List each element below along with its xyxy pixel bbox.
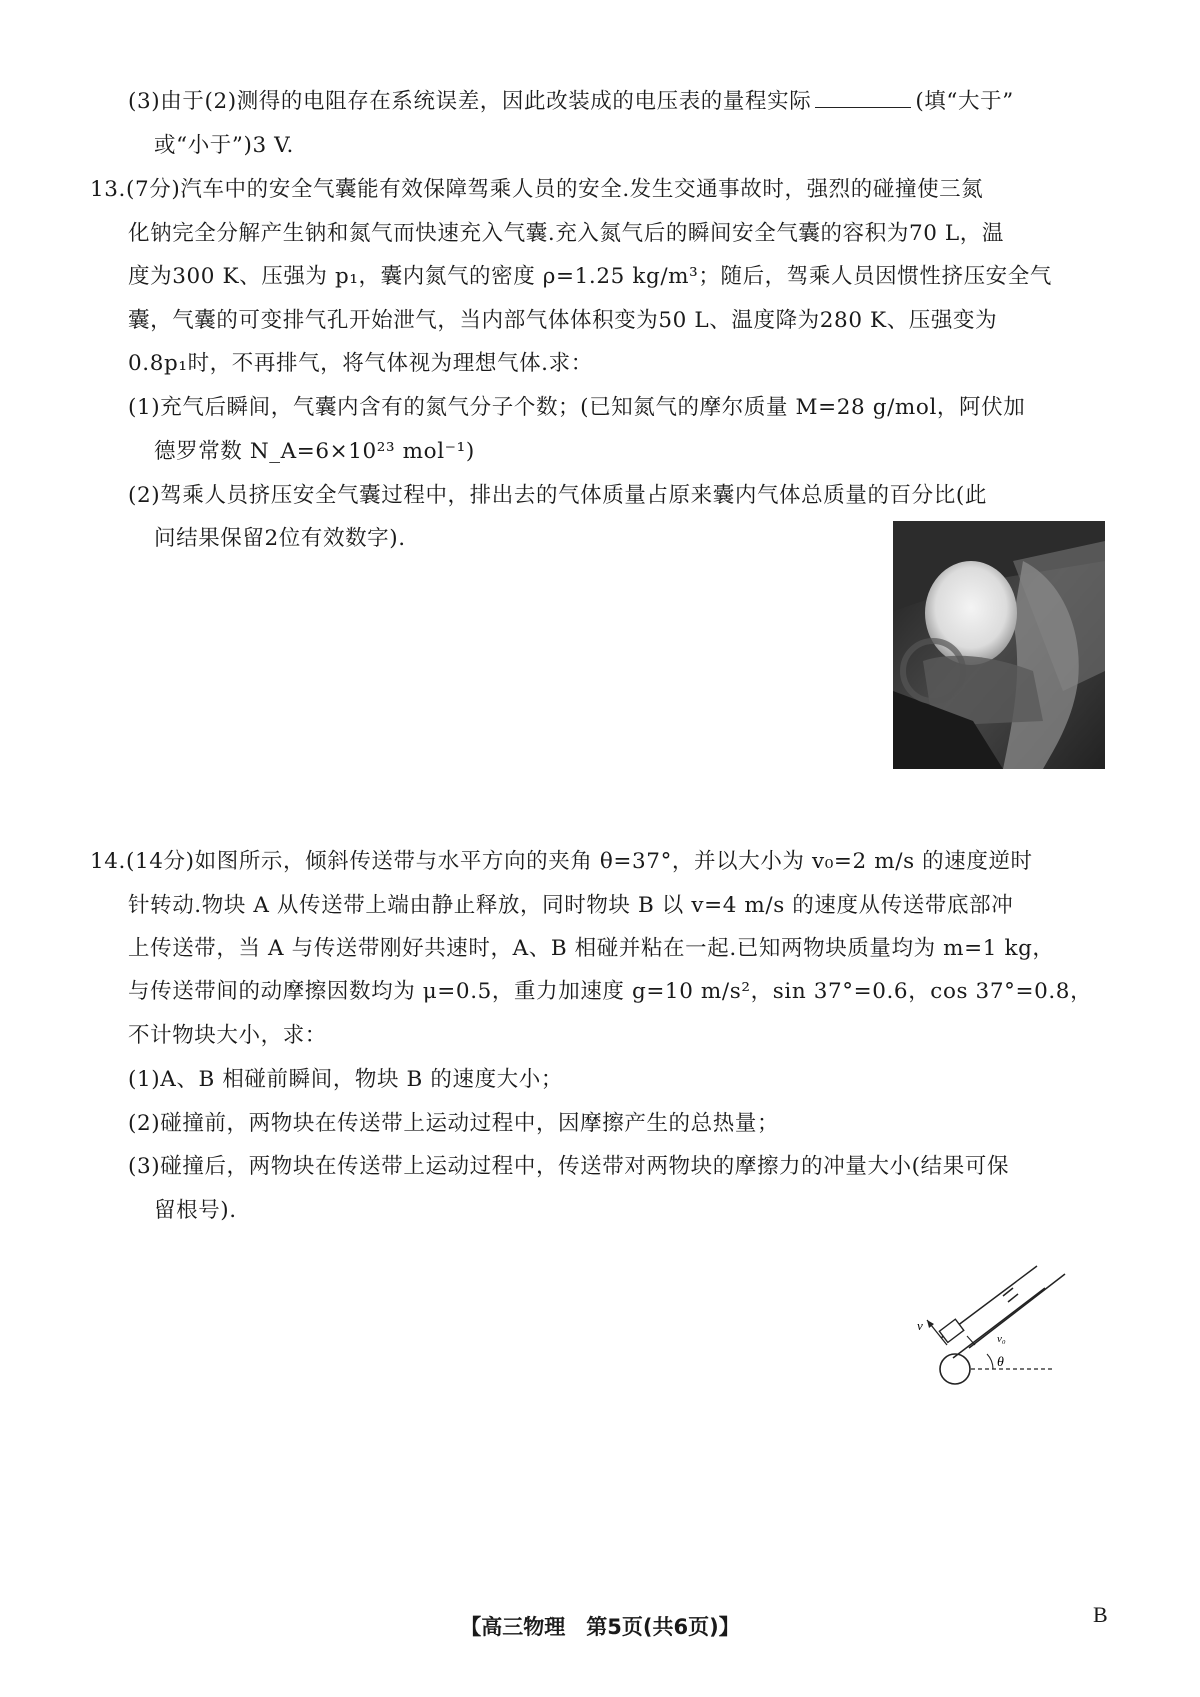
airbag-photo <box>893 521 1105 769</box>
q13-stem-line: 13.(7分)汽车中的安全气囊能有效保障驾乘人员的安全.发生交通事故时，强烈的碰撞使三氮 <box>90 177 984 202</box>
q13-part1-line1: (1)充气后瞬间，气囊内含有的氮气分子个数；(已知氮气的摩尔质量 M=28 g/mol，阿伏加 <box>128 395 1026 420</box>
paper-version-letter: B <box>1093 1602 1108 1627</box>
q12-part3-line2: 或“小于”)3 V. <box>154 133 294 158</box>
q12-part3-text: (3)由于(2)测得的电阻存在系统误差，因此改装成的电压表的量程实际 <box>128 89 812 114</box>
q14-part1: (1)A、B 相碰前瞬间，物块 B 的速度大小； <box>128 1067 563 1092</box>
label-v0: v₀ <box>997 1333 1006 1345</box>
q14-stem-line: 不计物块大小，求： <box>128 1023 327 1048</box>
q14-part3-line2: 留根号). <box>154 1198 237 1223</box>
q13-stem-line: 度为300 K、压强为 p₁，囊内氮气的密度 ρ=1.25 kg/m³；随后，驾乘人员因惯性挤压安全气 <box>128 264 1052 289</box>
q13-stem-line: 囊，气囊的可变排气孔开始泄气，当内部气体体积变为50 L、温度降为280 K、压强变为 <box>128 308 998 333</box>
answer-blank[interactable] <box>815 87 911 108</box>
conveyor-diagram <box>905 1250 1070 1390</box>
pulley <box>940 1354 970 1384</box>
conveyor-diagram-svg <box>905 1250 1070 1390</box>
label-v: v <box>917 1318 923 1333</box>
airbag-photo-image <box>893 521 1105 769</box>
q13-stem-line: 化钠完全分解产生钠和氮气而快速充入气囊.充入氮气后的瞬间安全气囊的容积为70 L，温 <box>128 221 1005 246</box>
q14-stem-line: 与传送带间的动摩擦因数均为 μ=0.5，重力加速度 g=10 m/s²，sin 37°=0.6，cos 37°=0.8， <box>128 979 1093 1004</box>
q13-stem-line: 0.8p₁时，不再排气，将气体视为理想气体.求： <box>128 351 593 376</box>
q14-stem-line: 上传送带，当 A 与传送带刚好共速时，A、B 相碰并粘在一起.已知两物块质量均为 m=1 kg， <box>128 936 1055 961</box>
q14-stem-line: 14.(14分)如图所示，倾斜传送带与水平方向的夹角 θ=37°，并以大小为 v₀=2 m/s 的速度逆时 <box>90 849 1033 874</box>
q12-part3-hint: (填“大于” <box>915 89 1014 114</box>
label-theta: θ <box>997 1355 1004 1370</box>
q12-part3-line1 <box>128 87 1014 117</box>
page-footer: 【高三物理 第5页(共6页)】 <box>460 1615 740 1639</box>
q14-stem-line: 针转动.物块 A 从传送带上端由静止释放，同时物块 B 以 v=4 m/s 的速度从传送带底部冲 <box>128 893 1014 918</box>
q14-part2: (2)碰撞前，两物块在传送带上运动过程中，因摩擦产生的总热量； <box>128 1111 780 1136</box>
block-b <box>939 1319 963 1342</box>
q13-part1-line2: 德罗常数 N_A=6×10²³ mol⁻¹) <box>154 439 475 464</box>
belt-lower-line <box>953 1288 1045 1358</box>
q13-part2-line2: 问结果保留2位有效数字). <box>154 526 406 551</box>
q13-part2-line1: (2)驾乘人员挤压安全气囊过程中，排出去的气体质量占原来囊内气体总质量的百分比(此 <box>128 483 987 508</box>
q14-part3-line1: (3)碰撞后，两物块在传送带上运动过程中，传送带对两物块的摩擦力的冲量大小(结果可保 <box>128 1154 1010 1179</box>
belt-return-line <box>969 1274 1065 1348</box>
